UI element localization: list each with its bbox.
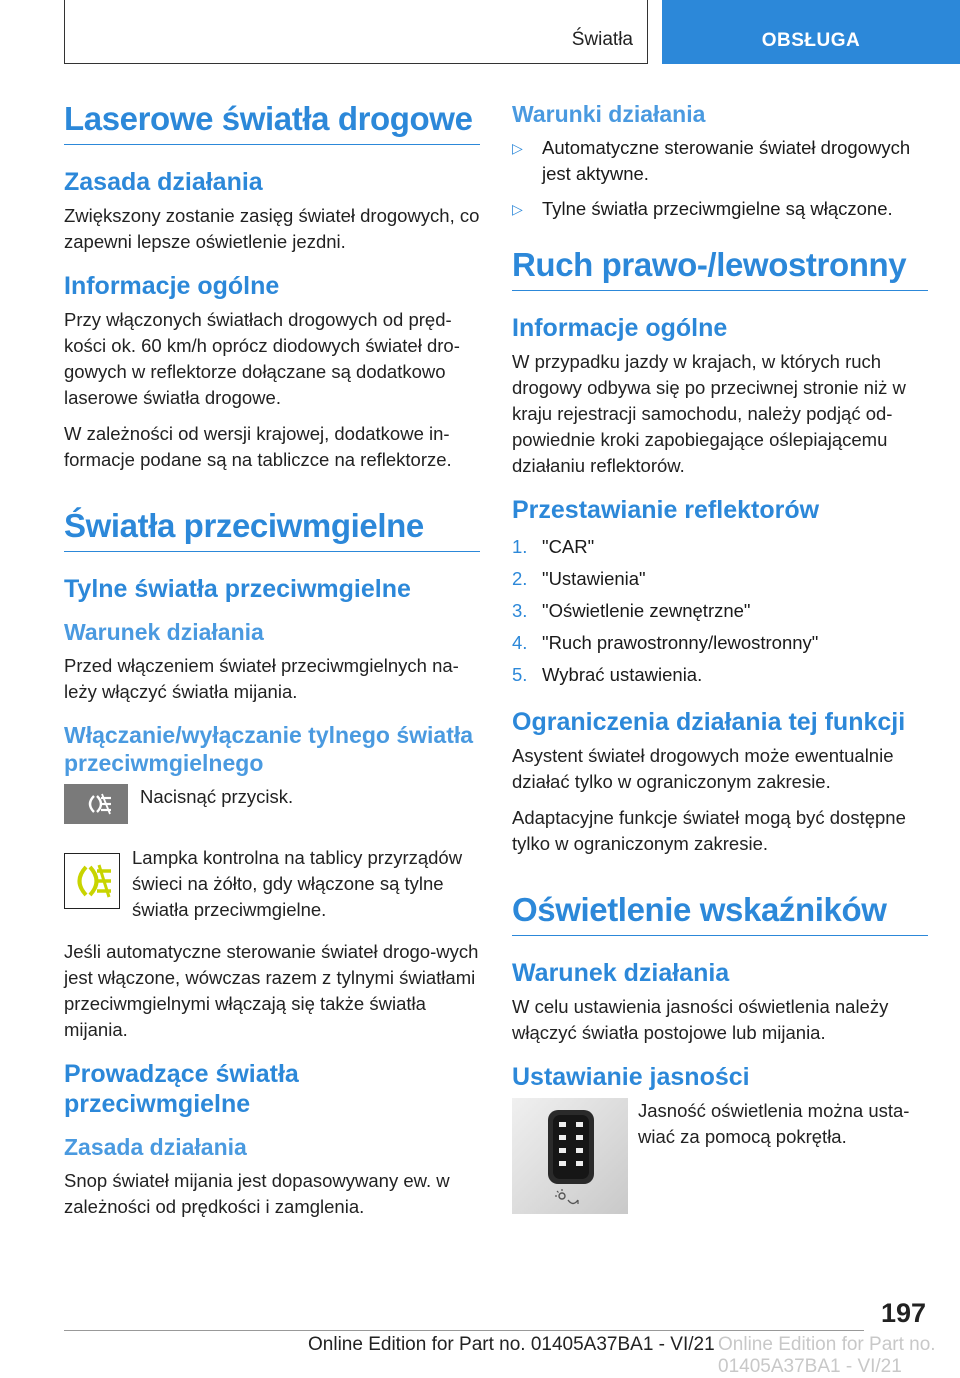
left-column (64, 100, 480, 1230)
bullet-triangle-icon: ▷ (512, 200, 523, 217)
text-indicator-lamp: Lampka kontrolna na tablicy przyrządów świeci na żółto, gdy włączone są tylne światła przeciwmgielne. (132, 847, 463, 921)
heading-fog-lights: Światła przeciwmgielne (64, 507, 480, 552)
heading-laser-lights: Laserowe światła drogowe (64, 100, 480, 145)
bullet-triangle-icon: ▷ (512, 139, 523, 156)
header-section-box (64, 0, 648, 64)
press-button-row (64, 784, 480, 829)
footer-watermark: Online Edition for Part no. 01405A37BA1 - VI/21 (718, 1334, 936, 1377)
text-limitations-2: Adaptacyjne funkcje świateł mogą być dostępne tylko w ograniczonym zakresie. (512, 806, 906, 854)
right-column (512, 100, 928, 1235)
heading-general-info: Informacje ogólne (64, 271, 280, 300)
indicator-row (64, 845, 480, 923)
page-number: 197 (880, 1298, 926, 1328)
heading-rear-fog-lights: Tylne światła przeciwmgielne (64, 574, 411, 603)
footer-divider (64, 1330, 864, 1331)
heading-headlight-adjust: Przestawianie reflektorów (512, 495, 820, 524)
heading-general-info-right: Informacje ogólne (512, 313, 728, 342)
conditions-list (512, 135, 928, 222)
heading-leading-fog: Prowadzące światła przeciwmgielne (64, 1060, 299, 1119)
list-item: 2. "Ustawienia" (512, 567, 646, 589)
text-limitations-1: Asystent świateł drogowych może ewentualnie działać tylko w ograniczonym zakresie. (512, 744, 894, 792)
header-chapter-label: OBSŁUGA (761, 30, 861, 51)
text-auto-headlights: Jeśli automatyczne sterowanie świateł drogo‐wych jest włączone, wówczas razem z tylnymi światłami przeciwmgielnymi włączają się także światła mijania. (64, 941, 479, 1041)
text-traffic-info: W przypadku jazdy w krajach, w których ruch drogowy odbywa się po przeciwnej stronie niż w kraju rejestracji samochodu, należy podjąć od‐powiednie kroki zapobiegające oślepiającemu działaniu reflektorów. (512, 350, 906, 476)
heading-limitations: Ograniczenia działania tej funkcji (512, 707, 906, 736)
text-condition: Przed włączeniem świateł przeciwmgielnych na‐leży włączyć światła mijania. (64, 654, 459, 702)
text-beam-adjust: Snop świateł mijania jest dopasowywany ew. w zależności od prędkości i zamglenia. (64, 1169, 450, 1217)
dimmer-wheel-photo (512, 1098, 628, 1219)
rear-fog-button-icon (64, 784, 128, 829)
heading-principle: Zasada działania (64, 167, 263, 196)
heading-traffic-side: Ruch prawo-/lewostronny (512, 246, 928, 291)
header-section-title: Światła (571, 29, 633, 50)
brightness-row (512, 1098, 928, 1219)
text-principle: Zwiększony zostanie zasięg świateł drogowych, co zapewni lepsze oświetlenie jezdni. (64, 204, 480, 252)
text-brightness: Jasność oświetlenia można usta‐wiać za pomocą pokrętła. (638, 1099, 910, 1147)
list-item: 1. "CAR" (512, 535, 595, 557)
heading-principle-2: Zasada działania (64, 1134, 247, 1161)
text-general-info-2: W zależności od wersji krajowej, dodatkowe in‐formacje podane są na tabliczce na reflektorze. (64, 422, 452, 470)
footer-edition: Online Edition for Part no. 01405A37BA1 - VI/21 (308, 1334, 715, 1355)
heading-condition-right: Warunek działania (512, 958, 730, 987)
list-item: 3. "Oświetlenie zewnętrzne" (512, 599, 751, 621)
heading-brightness: Ustawianie jasności (512, 1062, 750, 1091)
heading-conditions: Warunki działania (512, 101, 706, 127)
heading-switch-rear-fog: Włączanie/wyłączanie tylnego światła przeciwmgielnego (64, 721, 474, 777)
heading-instrument-lighting: Oświetlenie wskaźników (512, 891, 928, 936)
list-item: ▷ Tylne światła przeciwmgielne są włączone. (512, 196, 928, 222)
text-condition-right: W celu ustawienia jasności oświetlenia należy włączyć światła postojowe lub mijania. (512, 995, 889, 1043)
steps-list (512, 531, 928, 691)
text-general-info-1: Przy włączonych światłach drogowych od pręd‐kości ok. 60 km/h oprócz diodowych świateł dro‐gowych w reflektorze dołączane są dodatkowo laserowe światła drogowe. (64, 308, 460, 408)
list-item: ▷ Automatyczne sterowanie świateł drogowych jest aktywne. (512, 135, 928, 187)
header-chapter-tab (662, 0, 960, 64)
list-item: 5. Wybrać ustawienia. (512, 663, 703, 685)
heading-condition: Warunek działania (64, 618, 264, 645)
list-item: 4. "Ruch prawostronny/lewostronny" (512, 631, 819, 653)
text-press-button: Nacisnąć przycisk. (140, 786, 294, 808)
rear-fog-indicator-icon (64, 853, 120, 914)
